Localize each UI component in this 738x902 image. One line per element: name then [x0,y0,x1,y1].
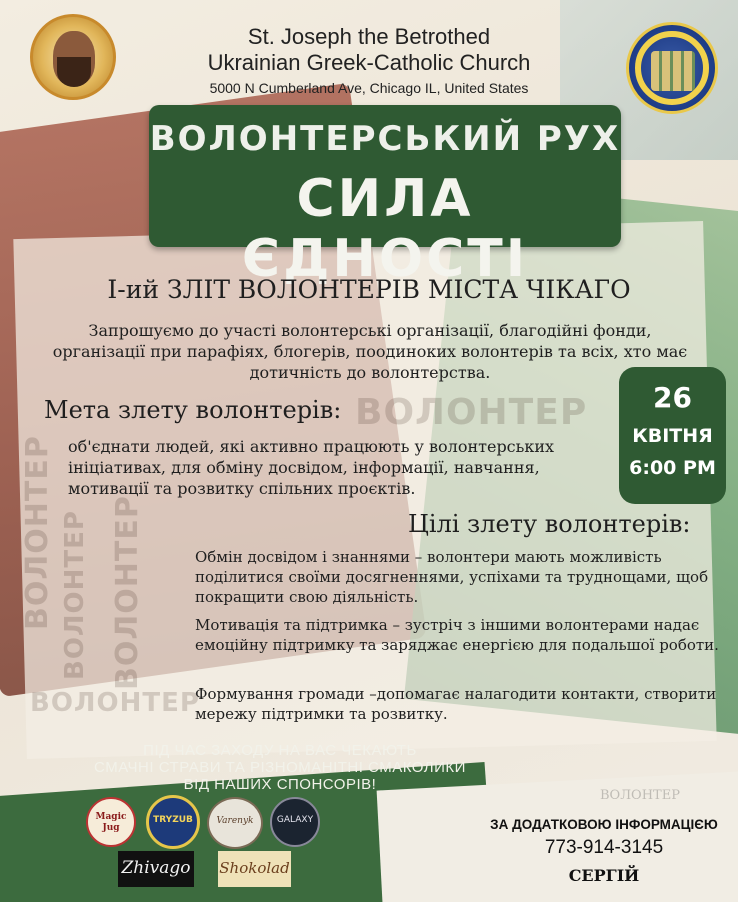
event-title: І-ий ЗЛІТ ВОЛОНТЕРІВ МІСТА ЧІКАГО [107,275,631,304]
church-address: 5000 N Cumberland Ave, Chicago IL, United States [209,80,529,96]
date-day: 26 [653,381,692,414]
goal-text: об'єднати людей, які активно працюють у волонтерських ініціативах, для обміну досвідом, інформації, навчання, мотивації та розвитку спільних проєктів. [68,437,555,498]
watermark-word: ВОЛОНТЕР [110,495,145,690]
goal-heading: Мета злету волонтерів: [44,396,342,424]
date-badge [619,367,726,504]
contact-label: ЗА ДОДАТКОВОЮ ІНФОРМАЦІЄЮ [490,817,718,832]
contact-phone: 773-914-3145 [544,837,664,858]
event-invitation: Запрошуємо до участі волонтерські організації, благодійні фонди, організації при парафіях, блогерів, поодиноких волонтерів та всіх, хто має дотичність до волонтерства. [52,321,688,382]
contact-name: СЕРГІЙ [568,866,640,885]
aims-heading: Цілі злету волонтерів: [408,510,691,538]
background-ghost-text: ВОЛОНТЕР [600,788,680,803]
watermark-word: ВОЛОНТЕР [355,392,588,433]
sponsor-logo-varenyk: Varenyk [207,797,263,849]
watermark-word: ВОЛОНТЕР [30,688,200,718]
banner-line1: ВОЛОНТЕРСЬКИЙ РУХ [149,119,621,159]
sponsor-logo-zhivago: Zhivago [118,851,194,887]
date-time: 6:00 PM [629,457,716,479]
aim-item: Формування громади –допомагає налагодити контакти, створити мережу підтримки та розвитку. [195,685,717,723]
church-name-line1: St. Joseph the Betrothed [247,24,491,49]
title-banner [149,105,621,289]
sponsor-logo-galaxy: GALAXY [270,797,320,847]
sponsor-treats-text [40,742,520,793]
watermark-word: ВОЛОНТЕР [20,435,55,630]
aim-item: Мотивація та підтримка – зустріч з іншими волонтерами надає емоційну підтримку та заряджає енергією для подальшої роботи. [195,616,719,654]
sponsor-logo-shokolad: Shokolad [218,851,291,887]
church-name-line2: Ukrainian Greek-Catholic Church [207,50,531,75]
treats-line3: ВІД НАШИХ СПОНСОРІВ! [183,776,377,793]
treats-line1: ПІД ЧАС ЗАХОДУ НА ВАС ЧЕКАЮТЬ [143,742,417,759]
aim-item: Обмін досвідом і знаннями – волонтери мають можливість поділитися своїми досягненнями, успіхами та труднощами, щоб покращити свою діяльність. [195,548,709,606]
date-month: КВІТНЯ [632,425,713,447]
sponsor-logo-magic-jug: Magic Jug [86,797,136,847]
banner-line2: СИЛА ЄДНОСТІ [241,169,529,289]
sponsor-logo-tryzub: TRYZUB [146,795,200,849]
treats-line2: СМАЧНІ СТРАВИ ТА РІЗНОМАНІТНІ СМАКОЛИКИ [94,759,466,776]
watermark-word: ВОЛОНТЕР [60,510,90,680]
